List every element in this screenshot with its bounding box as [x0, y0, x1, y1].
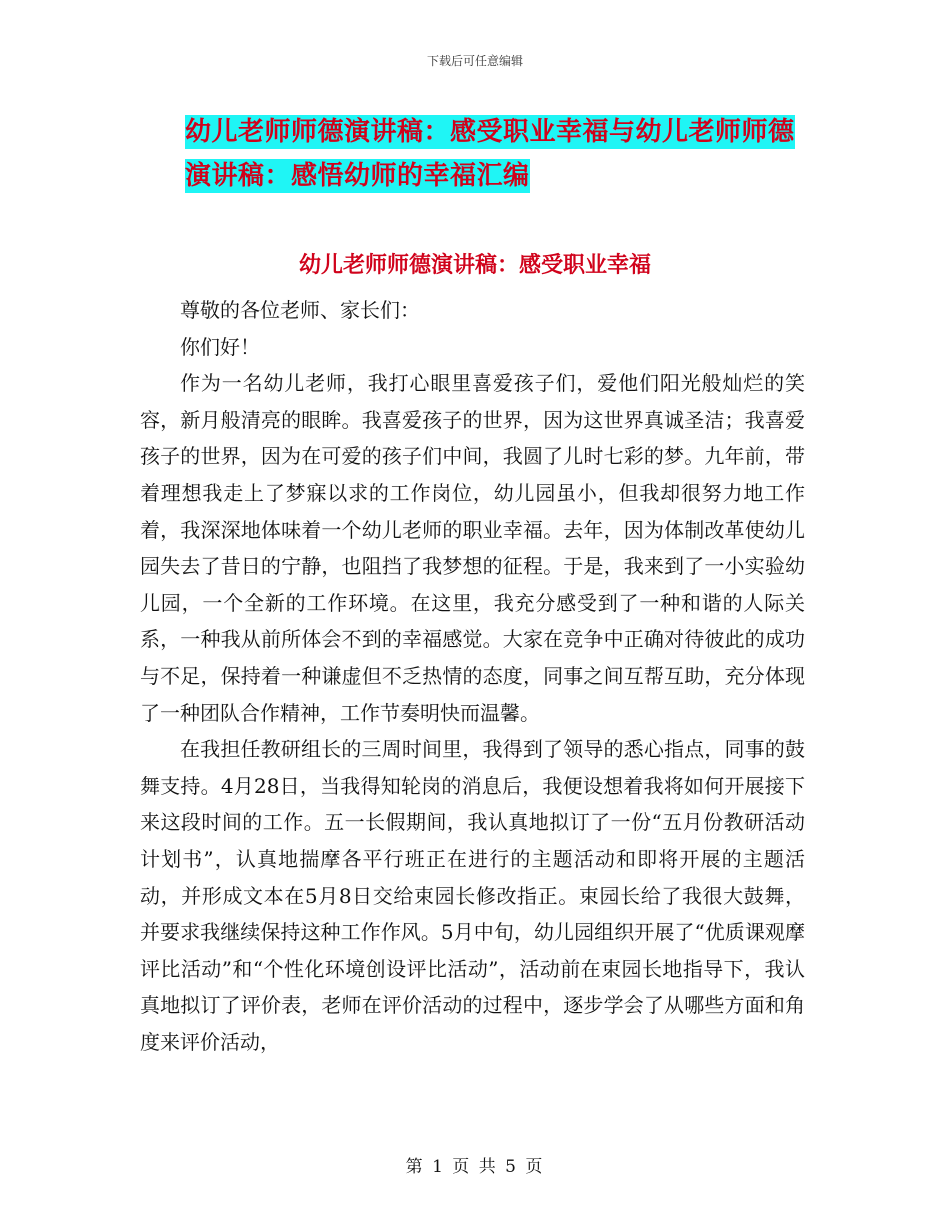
- body-text: [140, 292, 805, 1060]
- page-footer: 第 1 页 共 5 页: [405, 1157, 545, 1177]
- section-title: 幼儿老师师德演讲稿：感受职业幸福: [298, 253, 651, 278]
- salutation: 尊敬的各位老师、家长们：: [180, 298, 420, 322]
- paragraph: 作为一名幼儿老师，我打心眼里喜爱孩子们，爱他们阳光般灿烂的笑容，新月般清亮的眼眸。我喜爱孩子的世界，因为这世界真诚圣洁；我喜爱孩子的世界，因为在可爱的孩子们中间，我圆了儿时七彩的梦。九年前，带着理想我走上了梦寐以求的工作岗位，幼儿园虽小，但我却很努力地工作着，我深深地体味着一个幼儿老师的职业幸福。去年，因为体制改革使幼儿园失去了昔日的宁静，也阻挡了我梦想的征程。于是，我来到了一小实验幼儿园，一个全新的工作环境。在这里，我充分感受到了一种和谐的人际关系，一种我从前所体会不到的幸福感觉。大家在竞争中正确对待彼此的成功与不足，保持着一种谦虚但不乏热情的态度，同事之间互帮互助，充分体现了一种团队合作精神，工作节奏明快而温馨。: [140, 371, 805, 725]
- title-highlight: 幼儿老师师德演讲稿：感受职业幸福与幼儿老师师德演讲稿：感悟幼师的幸福汇编: [185, 117, 795, 191]
- greeting: 你们好！: [180, 334, 260, 359]
- header-note: 下载后可任意编辑: [426, 54, 523, 68]
- paragraph: 在我担任教研组长的三周时间里，我得到了领导的悉心指点，同事的鼓舞支持。4月28日，当我得知轮岗的消息后，我便设想着我将如何开展接下来这段时间的工作。五一长假期间，我认真地拟订了一份“五月份教研活动计划书”，认真地揣摩各平行班正在进行的主题活动和即将开展的主题活动，并形成文本在5月8日交给束园长修改指正。束园长给了我很大鼓舞，并要求我继续保持这种工作作风。5月中旬，幼儿园组织开展了“优质课观摩评比活动”和“个性化环境创设评比活动”，活动前在束园长地指导下，我认真地拟订了评价表，老师在评价活动的过程中，逐步学会了从哪些方面和角度来评价活动，: [140, 737, 805, 1054]
- document-title: [185, 110, 815, 198]
